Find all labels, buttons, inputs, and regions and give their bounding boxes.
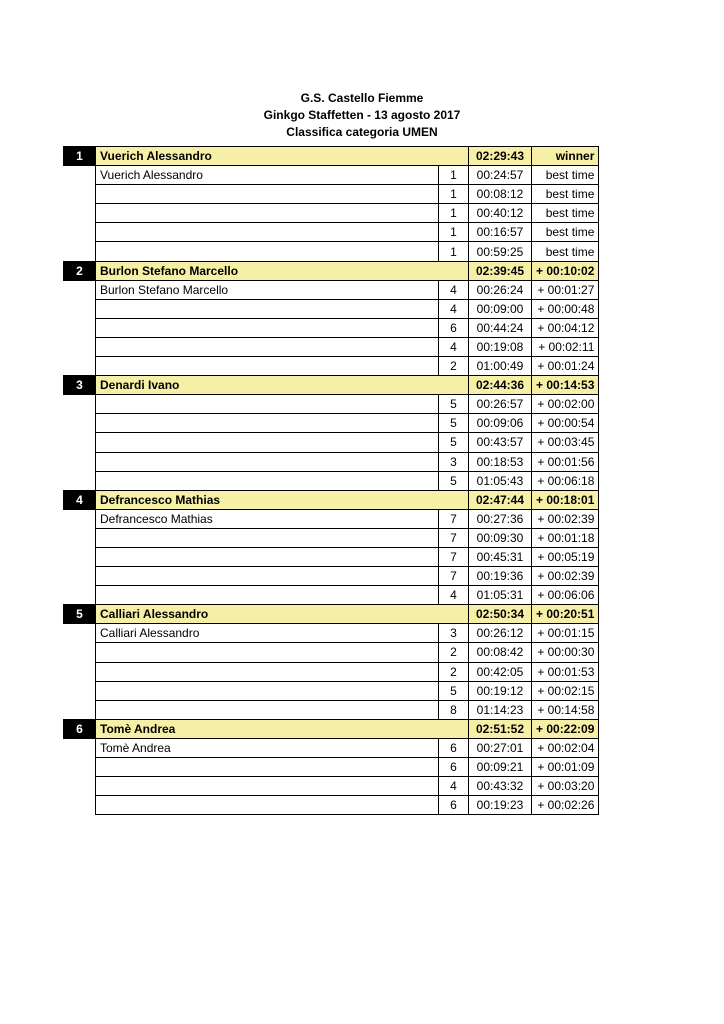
leg-row: [64, 624, 599, 643]
leg-gap: + 00:01:24: [532, 357, 599, 376]
leg-row: [64, 681, 599, 700]
leg-gap: + 00:02:00: [532, 395, 599, 414]
leg-row: [64, 738, 599, 757]
leg-position: 6: [439, 758, 469, 777]
leg-time: 00:18:53: [469, 452, 532, 471]
team-row: [64, 490, 599, 509]
leg-gap: + 00:06:06: [532, 586, 599, 605]
leg-gap: + 00:14:58: [532, 700, 599, 719]
leg-position: 6: [439, 796, 469, 815]
leg-gap: + 00:00:54: [532, 414, 599, 433]
leg-row: [64, 242, 599, 261]
leg-athlete: [96, 643, 439, 662]
leg-spacer: [64, 280, 96, 299]
team-total-time: 02:39:45: [469, 261, 532, 280]
leg-time: 00:26:57: [469, 395, 532, 414]
leg-position: 5: [439, 414, 469, 433]
leg-spacer: [64, 357, 96, 376]
leg-athlete: Vuerich Alessandro: [96, 166, 439, 185]
leg-gap: best time: [532, 185, 599, 204]
leg-position: 2: [439, 357, 469, 376]
leg-gap: + 00:04:12: [532, 318, 599, 337]
leg-gap: + 00:02:39: [532, 509, 599, 528]
leg-position: 5: [439, 395, 469, 414]
team-row: [64, 261, 599, 280]
leg-time: 00:16:57: [469, 223, 532, 242]
leg-time: 00:08:42: [469, 643, 532, 662]
leg-spacer: [64, 796, 96, 815]
leg-position: 7: [439, 509, 469, 528]
leg-gap: + 00:01:09: [532, 758, 599, 777]
leg-time: 00:27:01: [469, 738, 532, 757]
leg-athlete: [96, 318, 439, 337]
team-gap: + 00:14:53: [532, 376, 599, 395]
leg-position: 1: [439, 166, 469, 185]
leg-row: [64, 528, 599, 547]
leg-gap: + 00:02:04: [532, 738, 599, 757]
leg-row: [64, 204, 599, 223]
leg-athlete: [96, 452, 439, 471]
leg-spacer: [64, 223, 96, 242]
leg-athlete: [96, 681, 439, 700]
leg-time: 00:09:00: [469, 299, 532, 318]
leg-athlete: [96, 528, 439, 547]
leg-gap: + 00:03:45: [532, 433, 599, 452]
leg-time: 00:43:57: [469, 433, 532, 452]
leg-position: 6: [439, 318, 469, 337]
leg-position: 8: [439, 700, 469, 719]
leg-row: [64, 337, 599, 356]
leg-time: 00:09:30: [469, 528, 532, 547]
team-rank: 2: [64, 261, 96, 280]
leg-gap: + 00:01:15: [532, 624, 599, 643]
leg-spacer: [64, 299, 96, 318]
leg-athlete: [96, 223, 439, 242]
team-gap: + 00:22:09: [532, 719, 599, 738]
leg-position: 4: [439, 777, 469, 796]
leg-position: 1: [439, 204, 469, 223]
leg-athlete: [96, 204, 439, 223]
leg-time: 00:09:06: [469, 414, 532, 433]
leg-spacer: [64, 337, 96, 356]
leg-spacer: [64, 681, 96, 700]
leg-time: 00:19:23: [469, 796, 532, 815]
leg-row: [64, 777, 599, 796]
team-total-time: 02:44:36: [469, 376, 532, 395]
leg-spacer: [64, 433, 96, 452]
team-name: Vuerich Alessandro: [96, 147, 469, 166]
leg-gap: + 00:01:18: [532, 528, 599, 547]
leg-time: 00:27:36: [469, 509, 532, 528]
leg-time: 00:26:12: [469, 624, 532, 643]
team-total-time: 02:51:52: [469, 719, 532, 738]
leg-gap: + 00:05:19: [532, 547, 599, 566]
leg-position: 2: [439, 662, 469, 681]
leg-position: 6: [439, 738, 469, 757]
team-name: Burlon Stefano Marcello: [96, 261, 469, 280]
leg-position: 1: [439, 223, 469, 242]
team-rank: 3: [64, 376, 96, 395]
team-gap: + 00:20:51: [532, 605, 599, 624]
organization-title: G.S. Castello Fiemme: [300, 91, 424, 105]
leg-athlete: [96, 395, 439, 414]
leg-position: 3: [439, 452, 469, 471]
leg-athlete: Burlon Stefano Marcello: [96, 280, 439, 299]
leg-position: 5: [439, 681, 469, 700]
leg-spacer: [64, 471, 96, 490]
leg-gap: best time: [532, 204, 599, 223]
leg-spacer: [64, 242, 96, 261]
leg-athlete: [96, 700, 439, 719]
leg-row: [64, 700, 599, 719]
team-gap: winner: [532, 147, 599, 166]
leg-gap: + 00:02:11: [532, 337, 599, 356]
leg-spacer: [64, 777, 96, 796]
team-row: [64, 719, 599, 738]
leg-athlete: [96, 471, 439, 490]
team-name: Defrancesco Mathias: [96, 490, 469, 509]
leg-gap: best time: [532, 223, 599, 242]
leg-spacer: [64, 395, 96, 414]
leg-gap: + 00:01:53: [532, 662, 599, 681]
leg-spacer: [64, 586, 96, 605]
team-total-time: 02:50:34: [469, 605, 532, 624]
leg-spacer: [64, 547, 96, 566]
results-table: [63, 146, 599, 815]
leg-row: [64, 280, 599, 299]
leg-time: 01:00:49: [469, 357, 532, 376]
leg-athlete: [96, 299, 439, 318]
team-gap: + 00:10:02: [532, 261, 599, 280]
leg-position: 7: [439, 528, 469, 547]
leg-spacer: [64, 204, 96, 223]
leg-gap: + 00:03:20: [532, 777, 599, 796]
leg-athlete: [96, 777, 439, 796]
leg-row: [64, 567, 599, 586]
leg-row: [64, 357, 599, 376]
leg-position: 4: [439, 280, 469, 299]
leg-spacer: [64, 185, 96, 204]
leg-athlete: Tomè Andrea: [96, 738, 439, 757]
leg-athlete: [96, 185, 439, 204]
leg-row: [64, 395, 599, 414]
leg-spacer: [64, 643, 96, 662]
team-row: [64, 147, 599, 166]
document-header: [0, 90, 724, 141]
leg-spacer: [64, 567, 96, 586]
leg-row: [64, 166, 599, 185]
leg-row: [64, 643, 599, 662]
leg-row: [64, 662, 599, 681]
leg-gap: + 00:02:15: [532, 681, 599, 700]
team-rank: 6: [64, 719, 96, 738]
leg-time: 00:09:21: [469, 758, 532, 777]
leg-spacer: [64, 662, 96, 681]
leg-position: 4: [439, 337, 469, 356]
leg-time: 00:19:08: [469, 337, 532, 356]
leg-athlete: [96, 758, 439, 777]
leg-spacer: [64, 414, 96, 433]
team-rank: 5: [64, 605, 96, 624]
leg-gap: + 00:02:26: [532, 796, 599, 815]
leg-time: 00:43:32: [469, 777, 532, 796]
leg-spacer: [64, 318, 96, 337]
leg-time: 00:40:12: [469, 204, 532, 223]
leg-gap: + 00:01:56: [532, 452, 599, 471]
leg-athlete: [96, 433, 439, 452]
category-title: Classifica categoria UMEN: [286, 125, 438, 139]
leg-position: 2: [439, 643, 469, 662]
leg-athlete: [96, 547, 439, 566]
leg-time: 00:19:36: [469, 567, 532, 586]
leg-gap: best time: [532, 242, 599, 261]
leg-gap: best time: [532, 166, 599, 185]
leg-spacer: [64, 166, 96, 185]
leg-position: 5: [439, 471, 469, 490]
leg-gap: + 00:01:27: [532, 280, 599, 299]
leg-time: 01:05:43: [469, 471, 532, 490]
leg-position: 1: [439, 185, 469, 204]
leg-spacer: [64, 452, 96, 471]
leg-position: 4: [439, 586, 469, 605]
leg-gap: + 00:06:18: [532, 471, 599, 490]
event-title: Ginkgo Staffetten - 13 agosto 2017: [263, 108, 461, 122]
leg-time: 00:08:12: [469, 185, 532, 204]
leg-time: 00:59:25: [469, 242, 532, 261]
leg-athlete: Calliari Alessandro: [96, 624, 439, 643]
leg-row: [64, 223, 599, 242]
leg-row: [64, 452, 599, 471]
leg-row: [64, 586, 599, 605]
leg-position: 4: [439, 299, 469, 318]
leg-spacer: [64, 738, 96, 757]
leg-athlete: [96, 796, 439, 815]
leg-athlete: [96, 357, 439, 376]
team-rank: 4: [64, 490, 96, 509]
team-total-time: 02:29:43: [469, 147, 532, 166]
leg-row: [64, 547, 599, 566]
leg-row: [64, 471, 599, 490]
leg-spacer: [64, 528, 96, 547]
leg-row: [64, 299, 599, 318]
leg-athlete: [96, 337, 439, 356]
team-rank: 1: [64, 147, 96, 166]
leg-athlete: [96, 242, 439, 261]
leg-athlete: Defrancesco Mathias: [96, 509, 439, 528]
leg-gap: + 00:02:39: [532, 567, 599, 586]
leg-athlete: [96, 567, 439, 586]
team-name: Calliari Alessandro: [96, 605, 469, 624]
leg-row: [64, 796, 599, 815]
leg-time: 00:24:57: [469, 166, 532, 185]
team-gap: + 00:18:01: [532, 490, 599, 509]
leg-spacer: [64, 624, 96, 643]
team-name: Tomè Andrea: [96, 719, 469, 738]
leg-position: 3: [439, 624, 469, 643]
leg-athlete: [96, 662, 439, 681]
team-row: [64, 605, 599, 624]
leg-position: 5: [439, 433, 469, 452]
leg-time: 00:44:24: [469, 318, 532, 337]
leg-row: [64, 433, 599, 452]
leg-row: [64, 758, 599, 777]
leg-spacer: [64, 509, 96, 528]
leg-time: 00:26:24: [469, 280, 532, 299]
leg-athlete: [96, 414, 439, 433]
leg-athlete: [96, 586, 439, 605]
leg-spacer: [64, 700, 96, 719]
leg-time: 00:19:12: [469, 681, 532, 700]
leg-row: [64, 509, 599, 528]
leg-row: [64, 414, 599, 433]
leg-position: 7: [439, 567, 469, 586]
team-name: Denardi Ivano: [96, 376, 469, 395]
leg-time: 01:05:31: [469, 586, 532, 605]
team-total-time: 02:47:44: [469, 490, 532, 509]
leg-time: 01:14:23: [469, 700, 532, 719]
leg-row: [64, 185, 599, 204]
leg-time: 00:42:05: [469, 662, 532, 681]
leg-position: 7: [439, 547, 469, 566]
team-row: [64, 376, 599, 395]
leg-gap: + 00:00:30: [532, 643, 599, 662]
leg-spacer: [64, 758, 96, 777]
leg-position: 1: [439, 242, 469, 261]
leg-gap: + 00:00:48: [532, 299, 599, 318]
leg-time: 00:45:31: [469, 547, 532, 566]
leg-row: [64, 318, 599, 337]
